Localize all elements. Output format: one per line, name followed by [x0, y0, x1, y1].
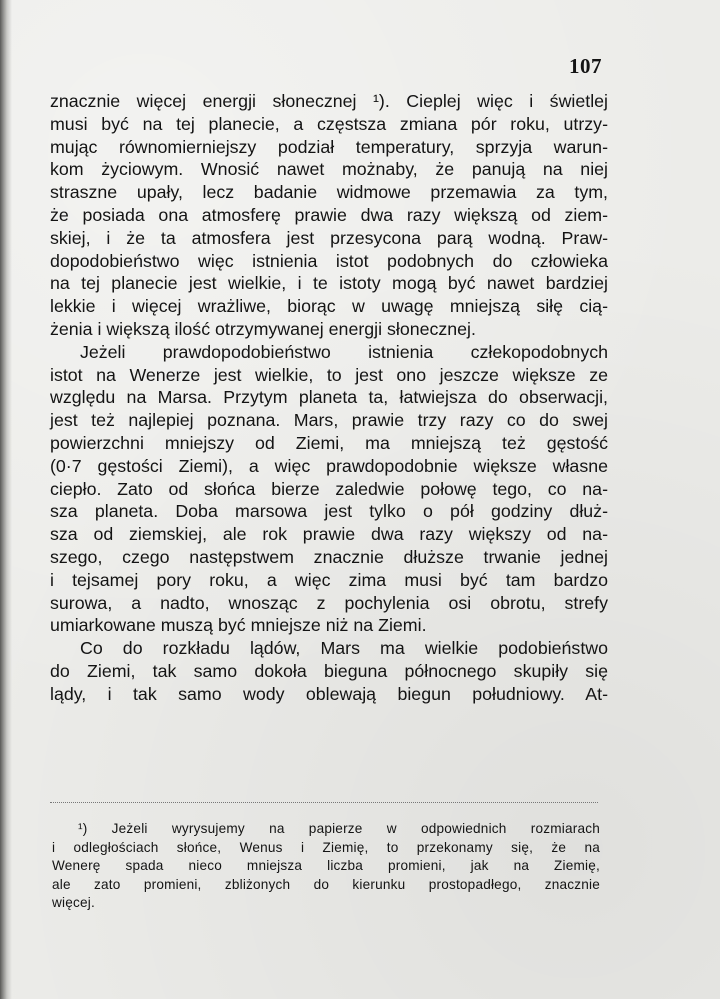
text-line: mując równomierniejszy podział temperatury, sprzyja warun-: [50, 136, 608, 157]
text-line: szego, czego następstwem znacznie dłuższe trwanie jednej: [50, 546, 608, 567]
text-line: skiej, i że ta atmosfera jest przesycona parą wodną. Praw-: [50, 227, 608, 248]
text-line: do Ziemi, tak samo dokoła bieguna północnego skupiły się: [50, 660, 608, 681]
footnote-line: i odległościach słońce, Wenus i Ziemię, to przekonamy się, że na: [52, 839, 600, 855]
footnote-line: Wenerę spada nieco mniejsza liczba promieni, jak na Ziemię,: [52, 858, 600, 873]
page-number: 107: [569, 54, 602, 78]
text-line: istot na Wenerze jest wielkie, to jest ono jeszcze większe ze: [50, 364, 608, 385]
text-line: sza od ziemskiej, ale rok prawie dwa razy większy od na-: [50, 524, 608, 545]
text-line: sza planeta. Doba marsowa jest tylko o pół godziny dłuż-: [50, 501, 608, 522]
text-line: straszne upały, lecz badanie widmowe przemawia za tym,: [50, 182, 608, 203]
text-line: surowa, a nadto, wnosząc z pochylenia osi obrotu, strefy: [50, 592, 608, 613]
text-line: lekkie i więcej wrażliwe, biorąc w uwagę mniejszą siłę cią-: [50, 296, 608, 317]
text-line: kom życiowym. Wnosić nawet możnaby, że panują na niej: [50, 159, 608, 180]
footnote-divider: [50, 802, 598, 803]
text-line: że posiada ona atmosferę prawie dwa razy większą od ziem-: [50, 204, 608, 225]
text-line: (0·7 gęstości Ziemi), a więc prawdopodobnie większe własne: [50, 455, 608, 476]
main-text: [50, 90, 608, 706]
text-line: musi być na tej planecie, a częstsza zmiana pór roku, utrzy-: [50, 113, 608, 134]
text-line: i tejsamej pory roku, a więc zima musi być tam bardzo: [50, 569, 608, 590]
footnote-line: więcej.: [52, 895, 95, 910]
text-line: Jeżeli prawdopodobieństwo istnienia człekopodobnych: [80, 341, 608, 362]
text-line: umiarkowane muszą być mniejsze niż na Ziemi.: [50, 615, 427, 636]
book-spine-shadow: [0, 0, 12, 999]
text-line: dopodobieństwo więc istnienia istot podobnych do człowieka: [50, 250, 608, 271]
text-line: znacznie więcej energji słonecznej ¹). Cieplej więc i świetlej: [50, 91, 608, 111]
footnote: [52, 820, 600, 913]
text-line: na tej planecie jest wielkie, i te istoty mogą być nawet bardziej: [50, 273, 608, 294]
text-line: względu na Marsa. Przytym planeta ta, łatwiejsza do obserwacji,: [50, 387, 608, 408]
text-line: jest też najlepiej poznana. Mars, prawie trzy razy co do swej: [50, 410, 608, 431]
text-line: Co do rozkładu lądów, Mars ma wielkie podobieństwo: [80, 638, 608, 659]
footnote-line: ale zato promieni, zbliżonych do kierunku prostopadłego, znacznie: [52, 876, 600, 892]
text-line: żenia i większą ilość otrzymywanej energji słonecznej.: [50, 318, 476, 339]
text-line: powierzchni mniejszy od Ziemi, ma mniejszą też gęstość: [50, 432, 608, 453]
text-line: ciepło. Zato od słońca bierze zaledwie połowę tego, co na-: [50, 478, 608, 499]
text-line: lądy, i tak samo wody oblewają biegun południowy. At-: [50, 683, 608, 704]
footnote-line: ¹) Jeżeli wyrysujemy na papierze w odpowiednich rozmiarach: [78, 821, 600, 836]
